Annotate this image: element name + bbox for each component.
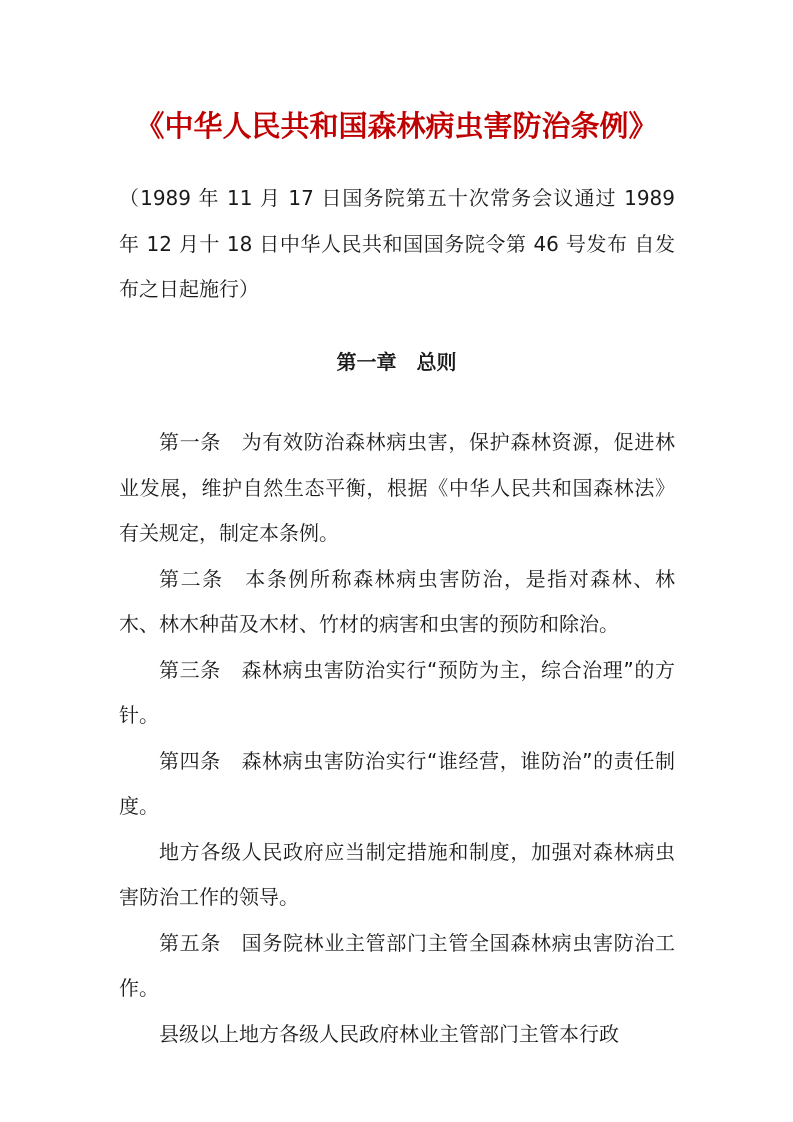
article-paragraph: 第四条 森林病虫害防治实行“谁经营，谁防治”的责任制度。 — [119, 748, 675, 818]
document-title: 《中华人民共和国森林病虫害防治条例》 — [135, 109, 658, 143]
article-paragraph: 第一条 为有效防治森林病虫害，保护森林资源，促进林业发展，维护自然生态平衡，根据《中华人民共和国森林法》有关规定，制定本条例。 — [119, 430, 675, 545]
article-paragraph: 第三条 森林病虫害防治实行“预防为主，综合治理”的方针。 — [119, 657, 675, 727]
enactment-note: （1989 年 11 月 17 日国务院第五十次常务会议通过 1989 年 12 月十 18 日中华人民共和国国务院令第 46 号发布 自发布之日起施行） — [119, 186, 675, 301]
chapter-heading: 第一章 总则 — [336, 350, 457, 374]
article-paragraph: 第五条 国务院林业主管部门主管全国森林病虫害防治工作。 — [119, 930, 675, 1000]
article-list — [119, 420, 675, 1057]
article-paragraph: 第二条 本条例所称森林病虫害防治，是指对森林、林木、林木种苗及木材、竹材的病害和虫害的预防和除治。 — [119, 566, 675, 636]
article-paragraph: 县级以上地方各级人民政府林业主管部门主管本行政 — [159, 1021, 619, 1046]
article-paragraph: 地方各级人民政府应当制定措施和制度，加强对森林病虫害防治工作的领导。 — [119, 839, 675, 909]
